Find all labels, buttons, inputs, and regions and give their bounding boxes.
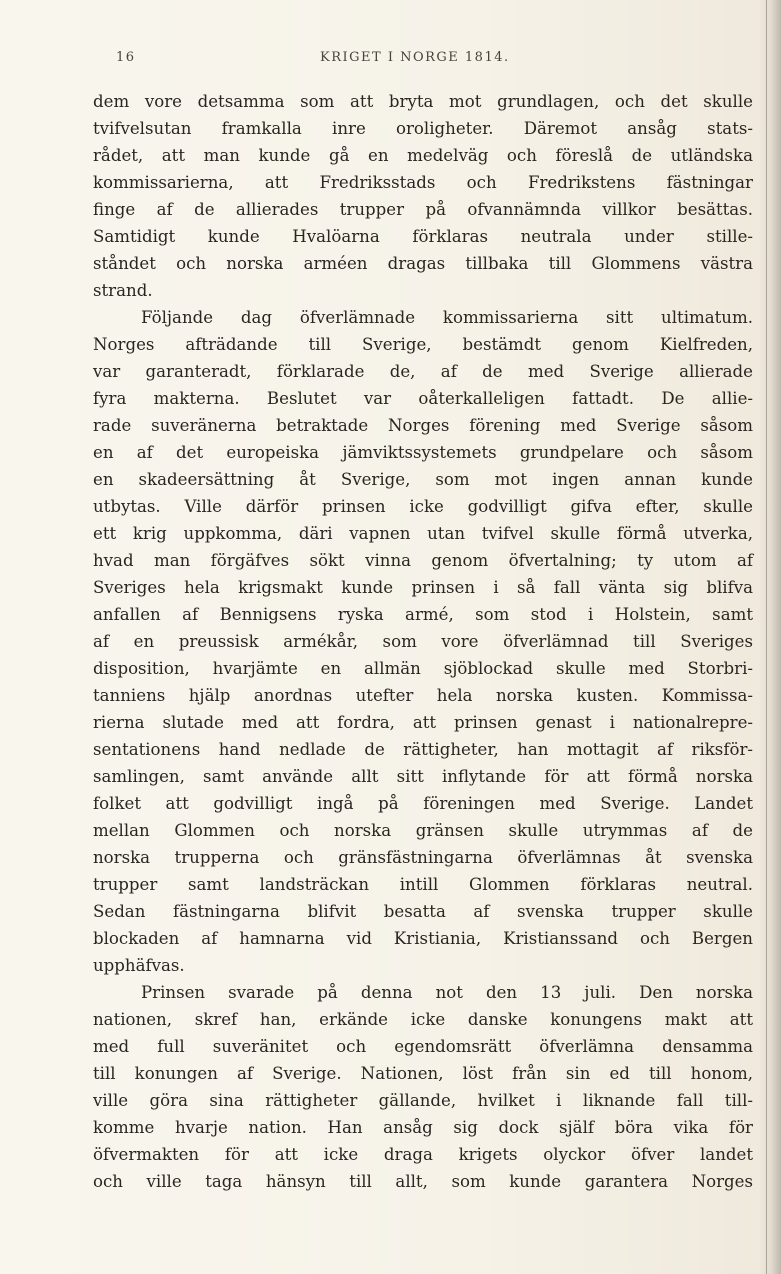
text-line: upphäfvas. (93, 956, 185, 975)
text-line: Sveriges hela krigsmakt kunde prinsen i så fall vänta sig blifva (93, 578, 753, 597)
text-line: rade suveränerna betraktade Norges förening med Sverige såsom (93, 416, 753, 435)
text-line: mellan Glommen och norska gränsen skulle utrymmas af de (93, 821, 753, 840)
page-number: 16 (116, 50, 136, 65)
running-header (116, 50, 536, 70)
text-line: blockaden af hamnarna vid Kristiania, Kristianssand och Bergen (93, 929, 753, 948)
page-edge-shadow (759, 0, 781, 1274)
text-line: ståndet och norska arméen dragas tillbaka till Glommens västra (93, 254, 753, 273)
text-line: komme hvarje nation. Han ansåg sig dock själf böra vika för (93, 1118, 753, 1137)
text-line: tanniens hjälp anordnas utefter hela norska kusten. Kommissa- (93, 686, 753, 705)
text-line: öfvermakten för att icke draga krigets olyckor öfver landet (93, 1145, 753, 1164)
text-line: ett krig uppkomma, däri vapnen utan tvifvel skulle förmå utverka, (93, 524, 753, 543)
text-line: Samtidigt kunde Hvalöarna förklaras neutrala under stille- (93, 227, 753, 246)
text-line: dem vore detsamma som att bryta mot grundlagen, och det skulle (93, 92, 753, 111)
text-line: och ville taga hänsyn till allt, som kunde garantera Norges (93, 1172, 753, 1191)
text-line: af en preussisk armékår, som vore öfverlämnad till Sveriges (93, 632, 753, 651)
text-line: folket att godvilligt ingå på föreningen med Sverige. Landet (93, 794, 753, 813)
text-line: hvad man förgäfves sökt vinna genom öfvertalning; ty utom af (93, 551, 753, 570)
text-line: fyra makterna. Beslutet var oåterkalleligen fattadt. De allie- (93, 389, 753, 408)
body-text (93, 88, 753, 1195)
text-line: Prinsen svarade på denna not den 13 juli. Den norska (141, 983, 753, 1002)
text-line: samlingen, samt använde allt sitt inflytande för att förmå norska (93, 767, 753, 786)
text-line: rådet, att man kunde gå en medelväg och föreslå de utländska (93, 146, 753, 165)
text-line: Följande dag öfverlämnade kommissarierna sitt ultimatum. (141, 308, 753, 327)
text-line: finge af de allierades trupper på ofvannämnda villkor besättas. (93, 200, 753, 219)
page-edge-line (766, 0, 767, 1274)
text-line: disposition, hvarjämte en allmän sjöblockad skulle med Storbri- (93, 659, 753, 678)
text-line: kommissarierna, att Fredriksstads och Fredrikstens fästningar (93, 173, 753, 192)
text-line: en skadeersättning åt Sverige, som mot ingen annan kunde (93, 470, 753, 489)
running-title: KRIGET I NORGE 1814. (320, 50, 510, 65)
text-line: till konungen af Sverige. Nationen, löst från sin ed till honom, (93, 1064, 753, 1083)
text-line: sentationens hand nedlade de rättigheter, han mottagit af riksför- (93, 740, 753, 759)
text-line: Sedan fästningarna blifvit besatta af svenska trupper skulle (93, 902, 753, 921)
text-line: tvifvelsutan framkalla inre oroligheter. Däremot ansåg stats- (93, 119, 753, 138)
text-line: utbytas. Ville därför prinsen icke godvilligt gifva efter, skulle (93, 497, 753, 516)
text-line: var garanteradt, förklarade de, af de med Sverige allierade (93, 362, 753, 381)
text-line: strand. (93, 281, 153, 300)
text-line: Norges afträdande till Sverige, bestämdt genom Kielfreden, (93, 335, 753, 354)
text-line: trupper samt landsträckan intill Glommen förklaras neutral. (93, 875, 753, 894)
text-line: en af det europeiska jämviktssystemets grundpelare och såsom (93, 443, 753, 462)
text-line: norska trupperna och gränsfästningarna öfverlämnas åt svenska (93, 848, 753, 867)
text-line: anfallen af Bennigsens ryska armé, som stod i Holstein, samt (93, 605, 753, 624)
text-line: ville göra sina rättigheter gällande, hvilket i liknande fall till- (93, 1091, 753, 1110)
text-line: rierna slutade med att fordra, att prinsen genast i nationalrepre- (93, 713, 753, 732)
text-line: nationen, skref han, erkände icke danske konungens makt att (93, 1010, 753, 1029)
text-line: med full suveränitet och egendomsrätt öfverlämna densamma (93, 1037, 753, 1056)
